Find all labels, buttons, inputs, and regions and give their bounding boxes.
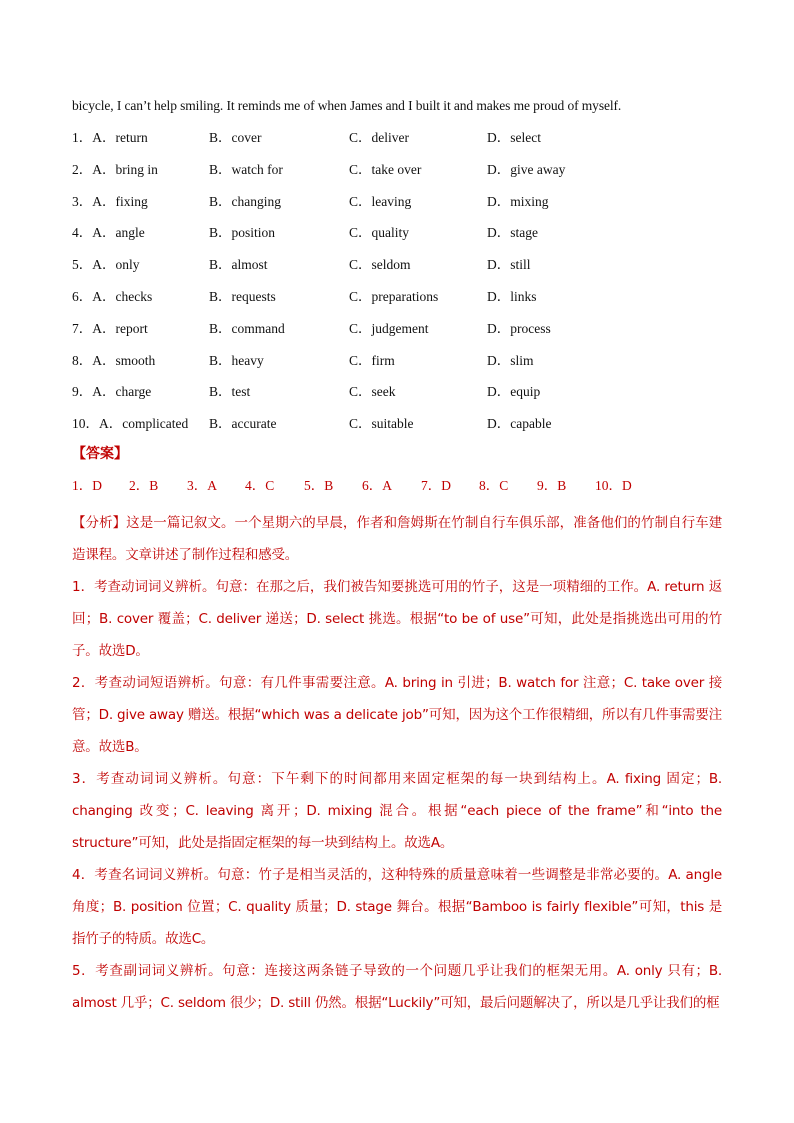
option-a: 1．A．return (72, 130, 148, 145)
option-d: D．stage (487, 225, 538, 241)
option-a: 4．A．angle (72, 225, 145, 241)
option-c: C．deliver (349, 130, 409, 145)
question-row (72, 160, 722, 192)
question-row (72, 319, 722, 351)
answer-item: 4．C (245, 477, 275, 493)
answer-item: 6．A (362, 477, 392, 493)
option-b: B．almost (209, 257, 268, 273)
answer-item: 10．D (595, 477, 632, 493)
option-c: C．preparations (349, 288, 439, 304)
answer-item: 2．B (129, 477, 159, 493)
document-page (72, 96, 722, 1019)
question-row (72, 192, 722, 224)
question-row (72, 382, 722, 414)
analysis-item: 3．考查动词词义辨析。句意：下午剩下的时间都用来固定框架的每一块到结构上。A. fixing 固定；B. changing 改变；C. leaving 离开；D. mixing 混合。根据“each piece of the frame”和“into the structure”可知，此处是指固定框架的每一块到结构上。故选A。 (72, 770, 722, 851)
question-row (72, 255, 722, 287)
option-b: B．cover (209, 130, 262, 145)
option-c: C．quality (349, 225, 409, 241)
answer-item: 5．B (304, 477, 334, 493)
option-b: B．changing (209, 193, 281, 209)
answer-item: 9．B (537, 477, 567, 493)
question-row (72, 287, 722, 319)
option-c: C．seek (349, 384, 396, 400)
option-c: C．leaving (349, 193, 412, 209)
option-b: B．test (209, 384, 251, 400)
answer-item: 3．A (187, 477, 217, 493)
analysis-item: 1．考查动词词义辨析。句意：在那之后，我们被告知要挑选可用的竹子，这是一项精细的工作。A. return 返回；B. cover 覆盖；C. deliver 递送；D. select 挑选。根据“to be of use”可知，此处是指挑选出可用的竹子。故选D。 (72, 578, 722, 659)
option-d: D．mixing (487, 193, 549, 209)
option-d: D．capable (487, 416, 552, 432)
option-b: B．requests (209, 288, 276, 304)
option-d: D．equip (487, 384, 541, 400)
question-row (72, 414, 722, 446)
answer-item: 7．D (421, 477, 451, 493)
question-row (72, 351, 722, 383)
analysis-item: 4．考查名词词义辨析。句意：竹子是相当灵活的，这种特殊的质量意味着一些调整是非常必要的。A. angle 角度；B. position 位置；C. quality 质量；D. stage 舞台。根据“Bamboo is fairly flexible”可知，this 是指竹子的特质。故选C。 (72, 866, 722, 947)
analysis-summary: 【分析】这是一篇记叙文。一个星期六的早晨，作者和詹姆斯在竹制自行车俱乐部，准备他们的竹制自行车建造课程。文章讲述了制作过程和感受。 (72, 514, 722, 563)
option-c: C．suitable (349, 416, 414, 432)
answer-item: 1．D (72, 477, 102, 493)
option-c: C．firm (349, 352, 395, 368)
option-a: 9．A．charge (72, 384, 152, 400)
passage-end-text: bicycle, I can’t help smiling. It reminds me of when James and I built it and makes me proud of myself. (72, 98, 622, 113)
analysis-section (72, 507, 722, 1019)
option-c: C．judgement (349, 320, 429, 336)
option-b: B．heavy (209, 352, 264, 368)
option-d: D．select (487, 130, 541, 145)
option-a: 10．A．complicated (72, 416, 189, 432)
option-d: D．slim (487, 352, 534, 368)
question-row (72, 223, 722, 255)
option-b: B．position (209, 225, 276, 241)
answer-key (72, 476, 722, 496)
analysis-item: 2．考查动词短语辨析。句意：有几件事需要注意。A. bring in 引进；B. watch for 注意；C. take over 接管；D. give away 赠送。根据“which was a delicate job”可知，因为这个工作很精细，所以有几件事需要注意。故选B。 (72, 674, 722, 755)
option-b: B．accurate (209, 416, 277, 432)
option-a: 2．A．bring in (72, 161, 158, 177)
question-list (72, 128, 722, 446)
question-row (72, 128, 722, 160)
option-a: 5．A．only (72, 257, 140, 273)
option-b: B．command (209, 320, 285, 336)
answer-heading: 【答案】 (72, 445, 128, 462)
option-a: 8．A．smooth (72, 352, 156, 368)
option-a: 6．A．checks (72, 288, 153, 304)
answer-item: 8．C (479, 477, 509, 493)
option-a: 7．A．report (72, 320, 148, 336)
option-b: B．watch for (209, 161, 283, 177)
analysis-item: 5．考查副词词义辨析。句意：连接这两条链子导致的一个问题几乎让我们的框架无用。A. only 只有；B. almost 几乎；C. seldom 很少；D. still 仍然。根据“Luckily”可知，最后问题解决了，所以是几乎让我们的框 (72, 962, 722, 1011)
option-c: C．take over (349, 161, 422, 177)
option-c: C．seldom (349, 257, 411, 273)
option-d: D．process (487, 320, 551, 336)
option-d: D．give away (487, 161, 566, 177)
option-a: 3．A．fixing (72, 193, 148, 209)
option-d: D．still (487, 257, 531, 273)
option-d: D．links (487, 288, 537, 304)
